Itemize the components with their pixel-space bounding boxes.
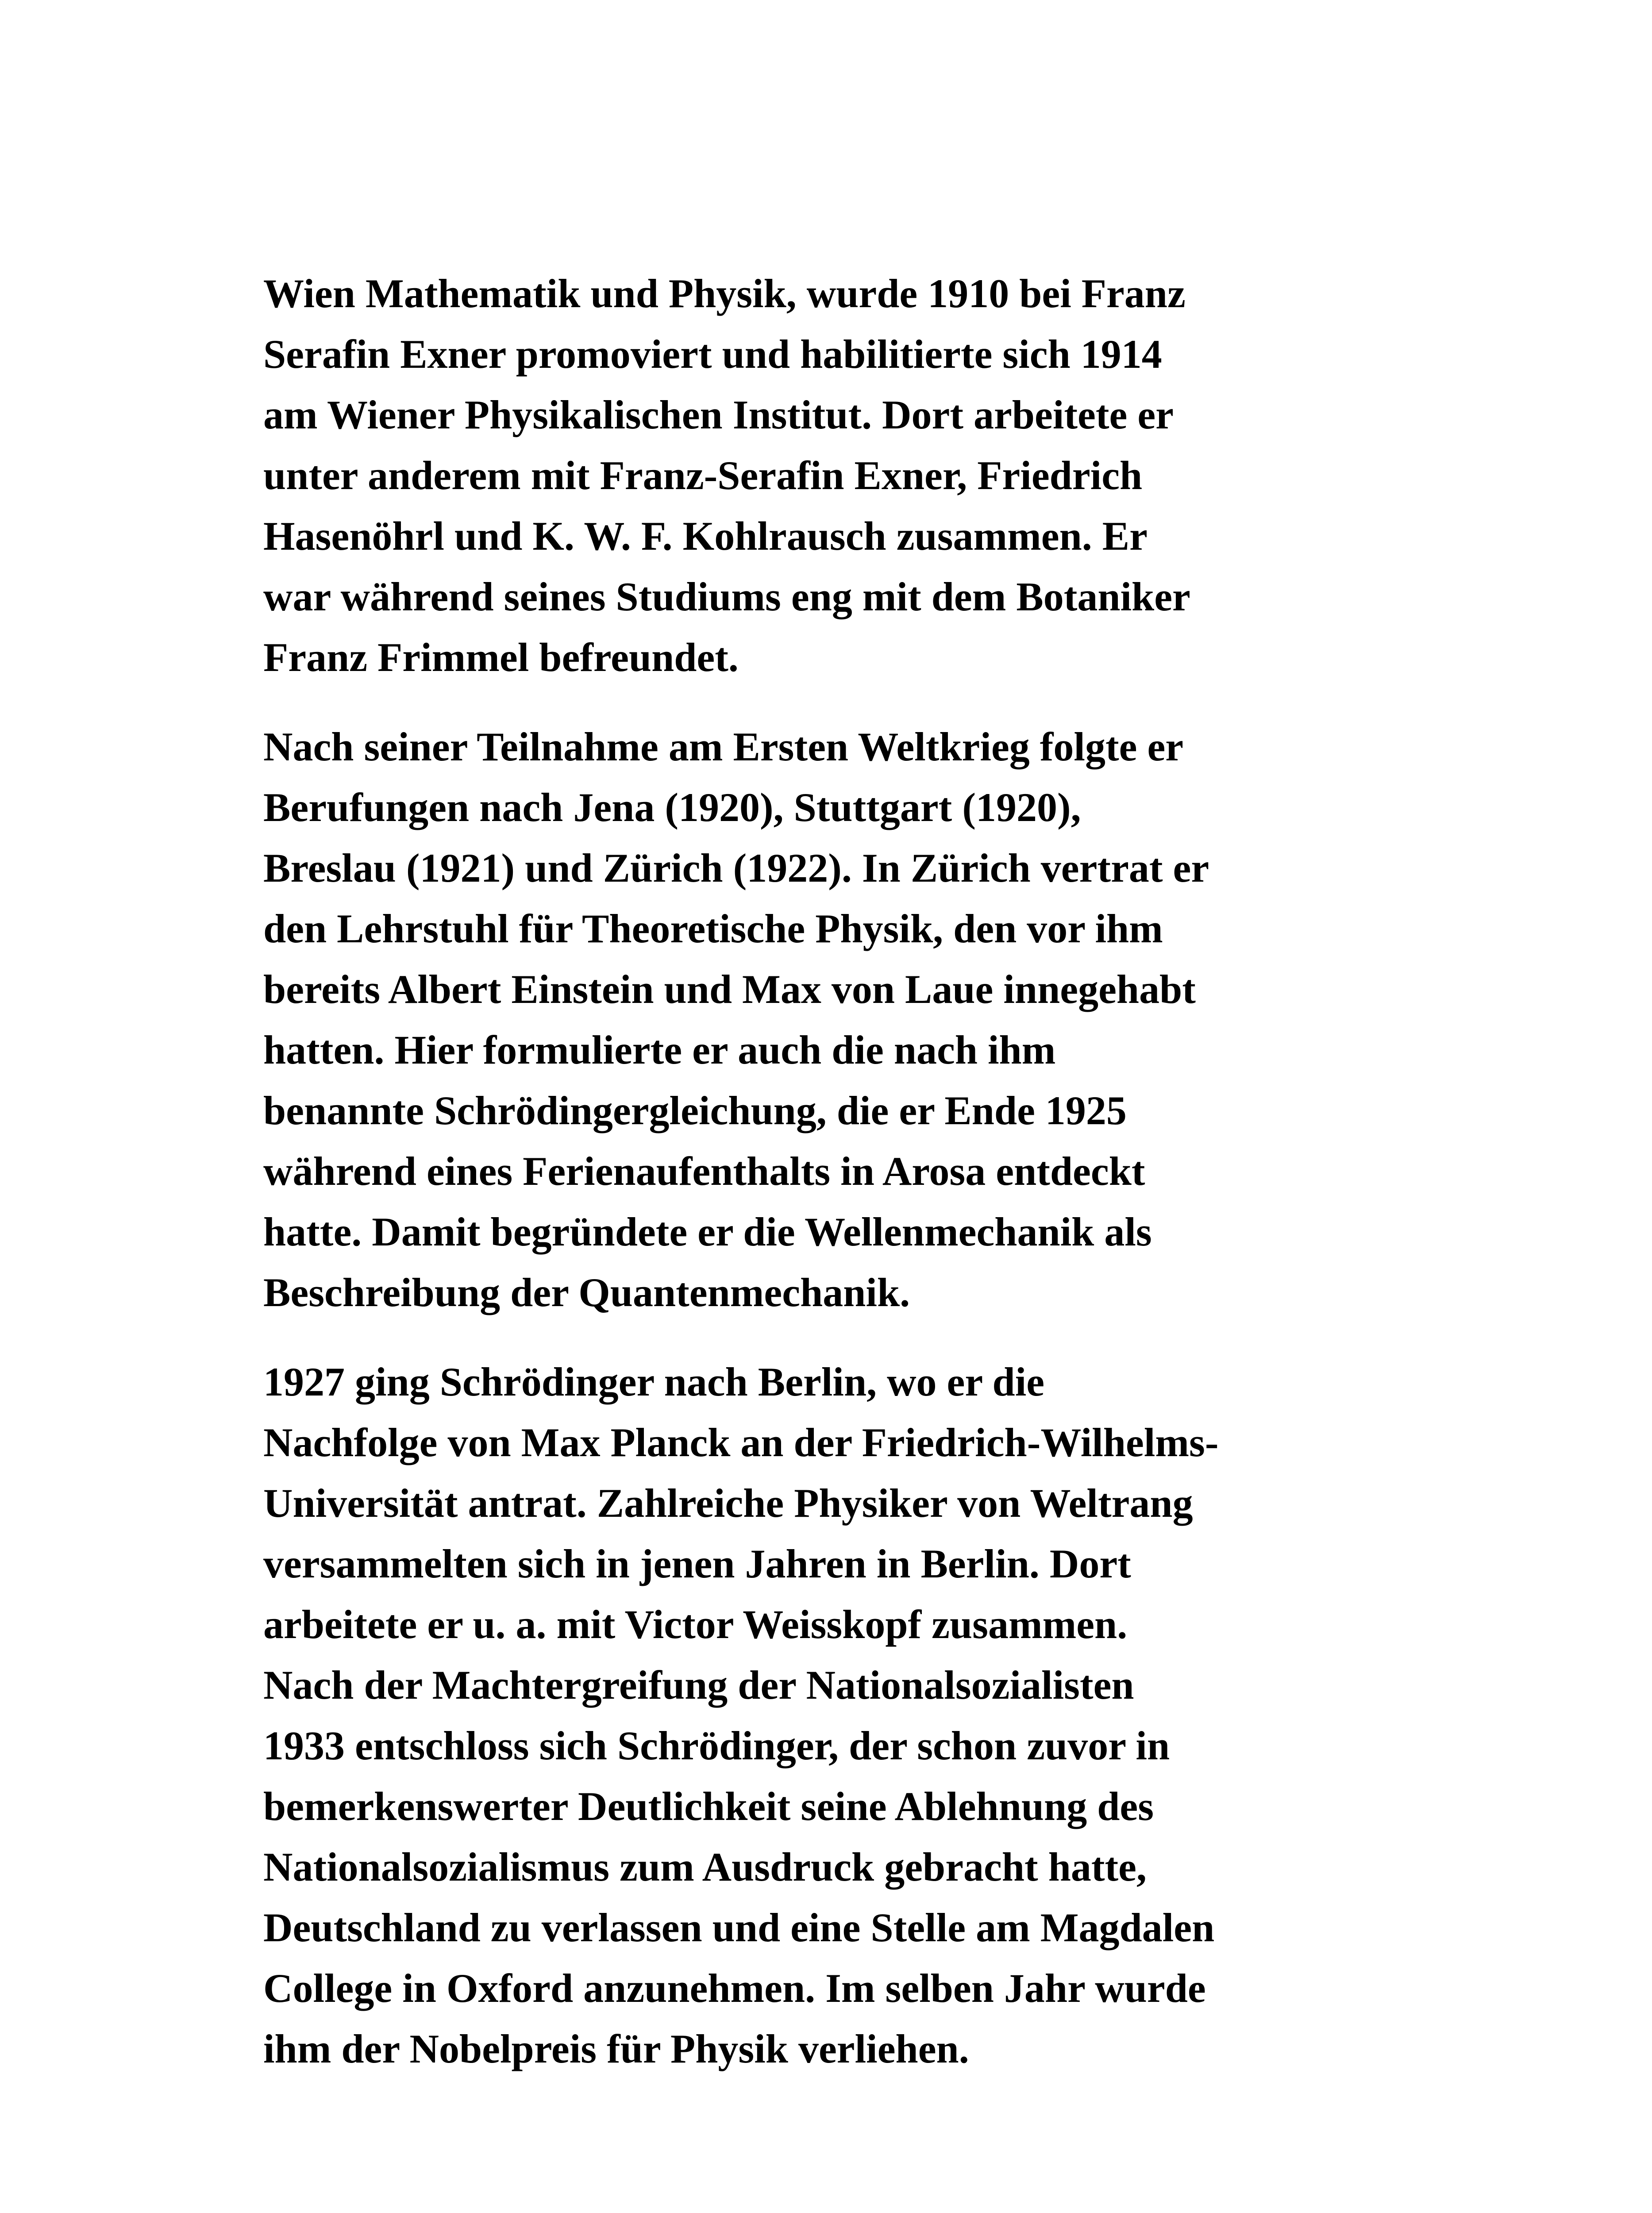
- text-line: den Lehrstuhl für Theoretische Physik, den vor ihm: [263, 906, 1163, 951]
- text-line: Nationalsozialismus zum Ausdruck gebracht hatte,: [263, 1844, 1147, 1889]
- text-line: Nach der Machtergreifung der Nationalsozialisten: [263, 1662, 1134, 1708]
- text-line: arbeitete er u. a. mit Victor Weisskopf zusammen.: [263, 1602, 1128, 1647]
- text-line: war während seines Studiums eng mit dem Botaniker: [263, 574, 1190, 619]
- text-line: Serafin Exner promoviert und habilitierte sich 1914: [263, 332, 1162, 377]
- text-line: ihm der Nobelpreis für Physik verliehen.: [263, 2026, 969, 2071]
- paragraph-3: [263, 1352, 1423, 2079]
- text-line: bemerkenswerter Deutlichkeit seine Ablehnung des: [263, 1784, 1154, 1829]
- text-line: während eines Ferienaufenthalts in Arosa entdeckt: [263, 1149, 1145, 1194]
- text-line: College in Oxford anzunehmen. Im selben Jahr wurde: [263, 1966, 1206, 2011]
- text-line: 1927 ging Schrödinger nach Berlin, wo er die: [263, 1359, 1045, 1404]
- text-line: Nachfolge von Max Planck an der Friedrich-Wilhelms-: [263, 1420, 1219, 1465]
- text-line: Hasenöhrl und K. W. F. Kohlrausch zusammen. Er: [263, 513, 1148, 559]
- text-line: hatte. Damit begründete er die Wellenmechanik als: [263, 1209, 1152, 1254]
- text-line: Universität antrat. Zahlreiche Physiker von Weltrang: [263, 1480, 1193, 1526]
- text-line: 1933 entschloss sich Schrödinger, der schon zuvor in: [263, 1723, 1170, 1768]
- body-text: [263, 263, 1423, 2108]
- text-line: Franz Frimmel befreundet.: [263, 635, 739, 680]
- text-line: Breslau (1921) und Zürich (1922). In Zürich vertrat er: [263, 845, 1209, 891]
- paragraph-1: [263, 263, 1423, 688]
- text-line: Berufungen nach Jena (1920), Stuttgart (1920),: [263, 785, 1081, 830]
- text-line: Nach seiner Teilnahme am Ersten Weltkrieg folgte er: [263, 724, 1184, 769]
- text-line: Beschreibung der Quantenmechanik.: [263, 1270, 910, 1315]
- text-line: Wien Mathematik und Physik, wurde 1910 bei Franz: [263, 271, 1186, 316]
- text-line: bereits Albert Einstein und Max von Laue innegehabt: [263, 967, 1196, 1012]
- text-line: hatten. Hier formulierte er auch die nach ihm: [263, 1027, 1056, 1072]
- text-line: unter anderem mit Franz-Serafin Exner, Friedrich: [263, 453, 1143, 498]
- text-line: am Wiener Physikalischen Institut. Dort arbeitete er: [263, 392, 1174, 437]
- text-line: benannte Schrödingergleichung, die er Ende 1925: [263, 1088, 1127, 1133]
- text-line: Deutschland zu verlassen und eine Stelle am Magdalen: [263, 1905, 1215, 1950]
- text-line: versammelten sich in jenen Jahren in Berlin. Dort: [263, 1541, 1131, 1586]
- paragraph-2: [263, 717, 1423, 1323]
